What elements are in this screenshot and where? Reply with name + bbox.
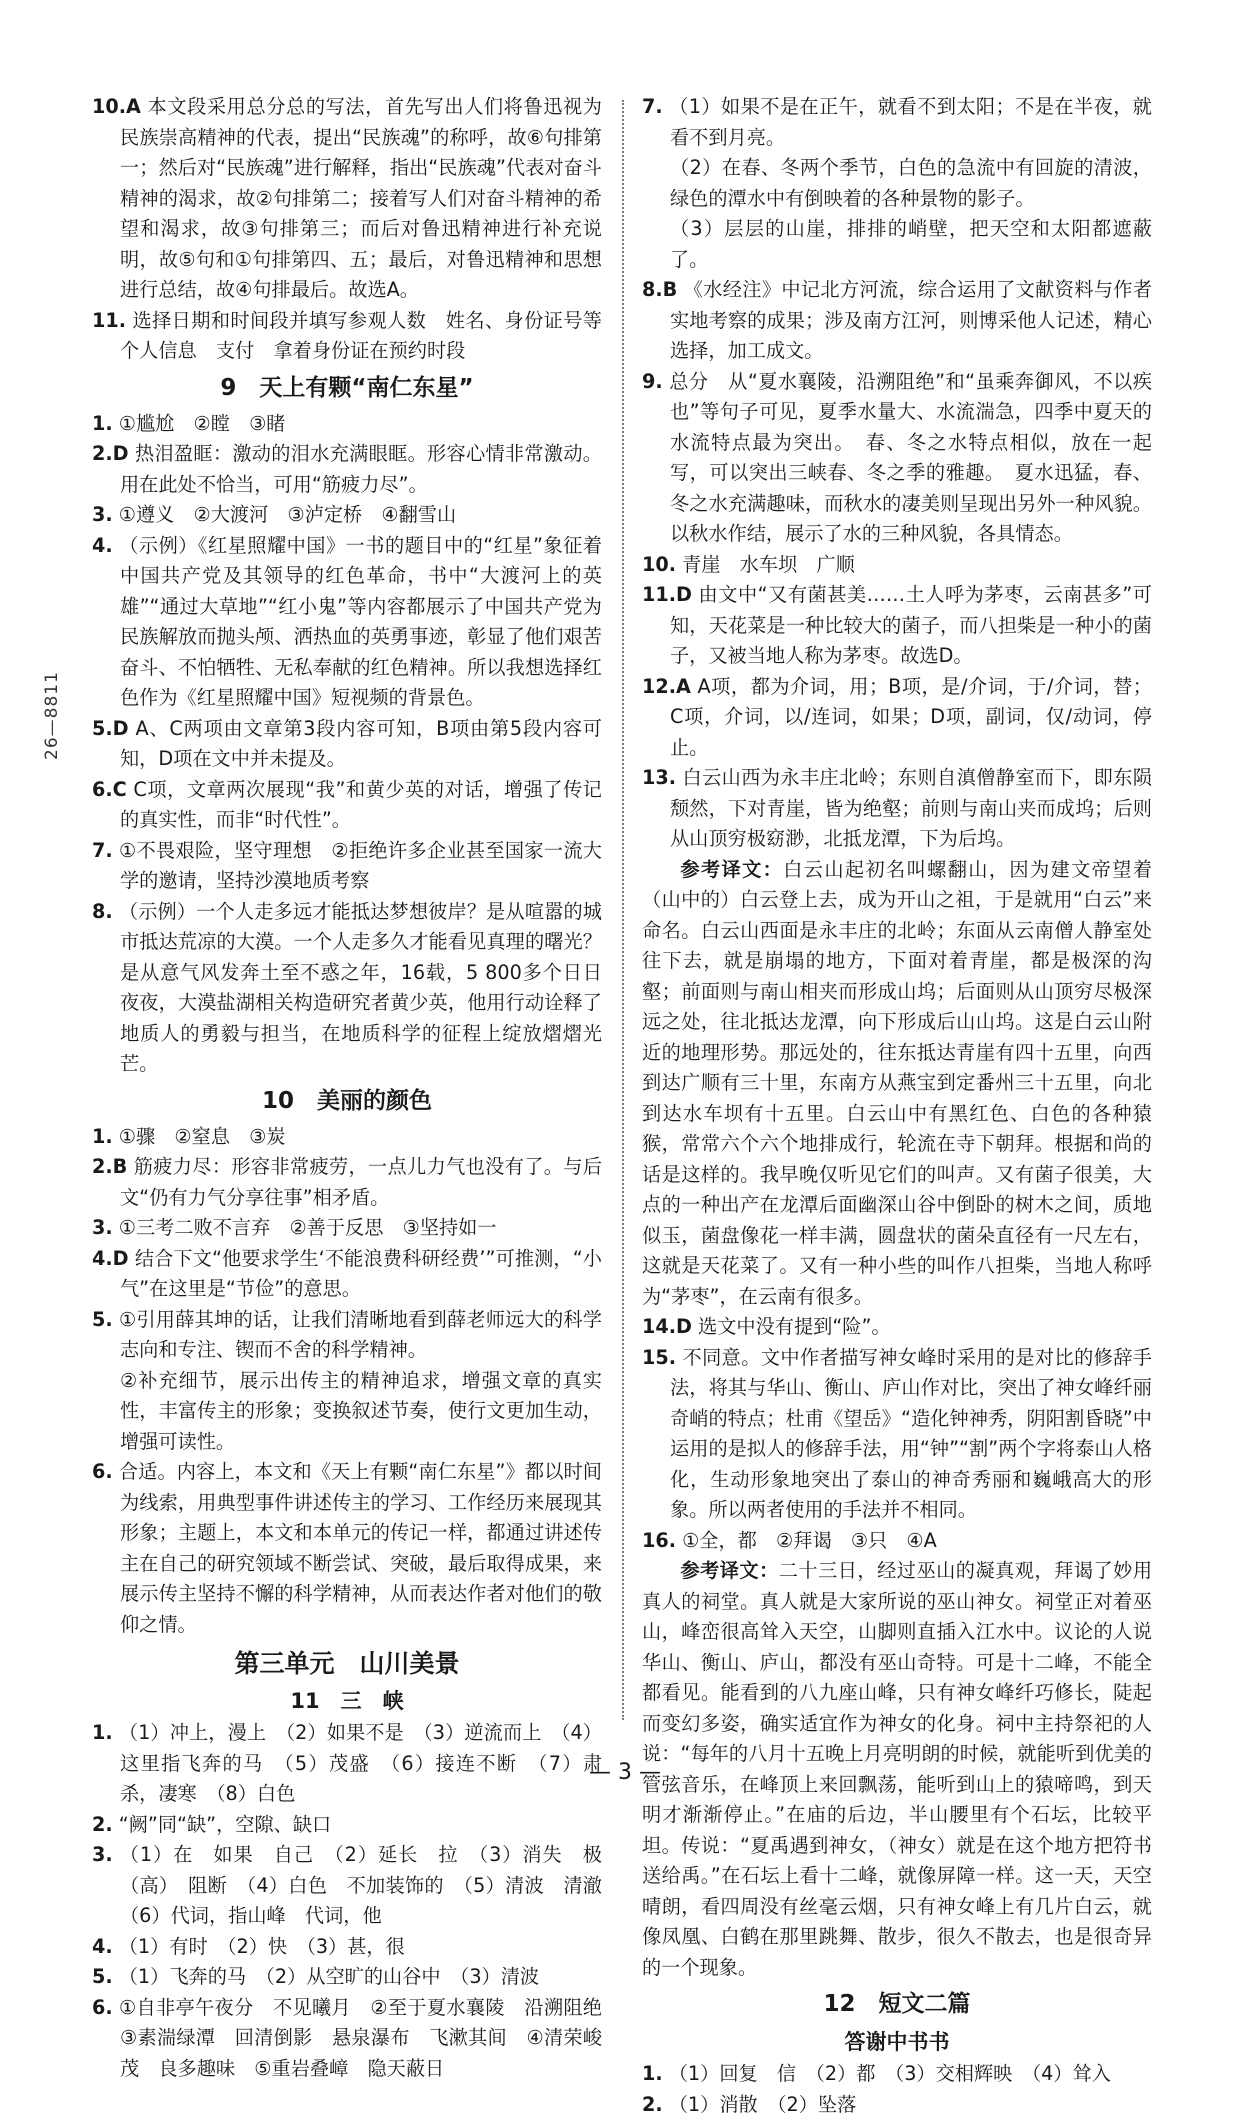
answer-item (642, 672, 1152, 764)
page-number: — 3 — (0, 1760, 1250, 1785)
answer-text: 合适。内容上，本文和《天上有颗“南仁东星”》都以时间为线索，用典型事件讲述传主的学习、工作经历来展现其形象；主题上，本文和本单元的传记一样，都通过讲述传主在自己的研究领域不断尝试、突破，最后取得成果，来展示传主坚持不懈的科学精神，从而表达作者对他们的敬仰之情。 (119, 1460, 602, 1636)
answer-subpart: （3）层层的山崖，排排的峭壁，把天空和太阳都遮蔽了。 (642, 214, 1152, 275)
answer-text: 由文中“又有菌甚美……土人呼为茅枣，云南甚多”可知，天花菜是一种比较大的菌子，而八担柴是一种小的菌子，又被当地人称为茅枣。故选D。 (670, 583, 1152, 667)
lesson-title: 9 天上有颗“南仁东星” (92, 369, 602, 407)
answer-number: 6. (92, 1996, 113, 2019)
answer-item (642, 2090, 1152, 2120)
answer-number: 4.D (92, 1247, 129, 1270)
answer-number: 9. (642, 370, 663, 393)
answer-number: 7. (92, 839, 113, 862)
answer-number: 3. (92, 1843, 113, 1866)
answer-text: （示例）《红星照耀中国》一书的题目中的“红星”象征着中国共产党及其领导的红色革命，书中“大渡河上的英雄”“通过大草地”“红小鬼”等内容都展示了中国共产党为民族解放而抛头颅、洒热血的英勇事迹，彰显了他们艰苦奋斗、不怕牺牲、无私奉献的红色精神。所以我想选择红色作为《红星照耀中国》短视频的背景色。 (119, 534, 602, 710)
answer-text: 白云山西为永丰庄北岭；东则自滇僧静室而下，即东陨颓然，下对青崖，皆为绝壑；前则与南山夹而成坞；后则从山顶穷极窈渺，北抵龙潭，下为后坞。 (670, 766, 1152, 850)
answer-text: （1）回复 信 （2）都 （3）交相辉映 （4）耸入 (669, 2062, 1111, 2085)
answer-number: 1. (92, 412, 113, 435)
answer-text: A项，都为介词，用；B项，是/介词，于/介词，替；C项，介词，以/连词，如果；D项，副词，仅/动词，停止。 (670, 675, 1152, 759)
section-subtitle: 11 三 峡 (92, 1684, 602, 1718)
answer-item (642, 1312, 1152, 1343)
answer-item (642, 2059, 1152, 2090)
answer-number: 11. (92, 309, 126, 332)
answer-number: 7. (642, 95, 663, 118)
answer-item (92, 775, 602, 836)
answer-text: ①引用薛其坤的话，让我们清晰地看到薛老师远大的科学志向和专注、锲而不舍的科学精神。 (119, 1308, 602, 1362)
answer-text: 《水经注》中记北方河流，综合运用了文献资料与作者实地考察的成果；涉及南方江河，则博采他人记述，精心选择，加工成文。 (670, 278, 1152, 362)
answer-text: （1）冲上，漫上 （2）如果不是 （3）逆流而上 （4）这里指飞奔的马 （5）茂盛 （6）接连不断 （7）肃杀，凄寒 （8）白色 (119, 1721, 602, 1805)
answer-text: 本文段采用总分总的写法，首先写出人们将鲁迅视为民族崇高精神的代表，提出“民族魂”的称呼，故⑥句排第一；然后对“民族魂”进行解释，指出“民族魂”代表对奋斗精神的渴求，故②句排第二；接着写人们对奋斗精神的希望和渴求，故③句排第三；而后对鲁迅精神进行补充说明，故⑤句和①句排第四、五；最后，对鲁迅精神和思想进行总结，故④句排最后。故选A。 (120, 95, 602, 301)
answer-number: 1. (92, 1125, 113, 1148)
answer-number: 8. (92, 900, 113, 923)
answer-item (92, 1993, 602, 2085)
translation-text: 白云山起初名叫螺翻山，因为建文帝望着（山中的）白云登上去，成为开山之祖，于是就用“白云”来命名。白云山西面是永丰庄的北岭；东面从云南僧人静室处往下去，就是崩塌的地方，下面对着青崖，都是极深的沟壑；前面则与南山相夹而形成山坞；后面则从山顶穷尽极深远之处，往北抵达龙潭，向下形成后山山坞。这是白云山附近的地理形势。那远处的，往东抵达青崖有四十五里，向西到达广顺有三十里，东南方从燕宝到定番州三十五里，向北到达水车坝有十五里。白云山中有黑红色、白色的各种猿猴，常常六个六个地排成行，轮流在寺下朝拜。根据和尚的话是这样的。我早晚仅听见它们的叫声。又有菌子很美，大点的一种出产在龙潭后面幽深山谷中倒卧的树木之间，质地似玉，菌盘像花一样丰满，圆盘状的菌朵直径有一尺左右，这就是天花菜了。又有一种小些的叫作八担柴，当地人称呼为“茅枣”，在云南有很多。 (642, 858, 1152, 1308)
answer-number: 12.A (642, 675, 691, 698)
answer-item (92, 531, 602, 714)
translation-text: 二十三日，经过巫山的凝真观，拜谒了妙用真人的祠堂。真人就是大家所说的巫山神女。祠堂正对着巫山，峰峦很高耸入天空，山脚则直插入江水中。议论的人说华山、衡山、庐山，都没有巫山奇特。可是十二峰，不能全都看见。能看到的八九座山峰，只有神女峰纤巧修长，陡起而变幻多姿，确实适宜作为神女的化身。祠中主持祭祀的人说：“每年的八月十五晚上月亮明朗的时候，就能听到优美的管弦音乐，在峰顶上来回飘荡，能听到山上的猿啼鸣，到天明才渐渐停止。”在庙的后边，半山腰里有个石坛，比较平坦。传说：“夏禹遇到神女，（神女）就是在这个地方把符书送给禹。”在石坛上看十二峰，就像屏障一样。这一天，天空晴朗，看四周没有丝毫云烟，只有神女峰上有几片白云，就像凤凰、白鹤在那里跳舞、散步，很久不散去，也是很奇异的一个现象。 (642, 1559, 1152, 1979)
answer-number: 6.C (92, 778, 127, 801)
answer-item (92, 439, 602, 500)
answer-number: 14.D (642, 1315, 692, 1338)
answer-number: 5. (92, 1308, 113, 1331)
answer-text: ①骤 ②窒息 ③炭 (119, 1125, 286, 1148)
answer-item (92, 1932, 602, 1963)
answer-item (92, 836, 602, 897)
answer-subpart: （2）在春、冬两个季节，白色的急流中有回旋的清波，绿色的潭水中有倒映着的各种景物的影子。 (642, 153, 1152, 214)
answer-item (92, 1810, 602, 1841)
answer-number: 2.D (92, 442, 129, 465)
answer-item (92, 500, 602, 531)
answer-number: 1. (92, 1721, 113, 1744)
answer-item (642, 1343, 1152, 1526)
answer-text: （1）飞奔的马 （2）从空旷的山谷中 （3）清波 (119, 1965, 539, 1988)
reference-translation (642, 855, 1152, 1313)
side-code: 26—8811 (42, 671, 62, 760)
answer-number: 15. (642, 1346, 676, 1369)
answer-text: （示例）一个人走多远才能抵达梦想彼岸？是从喧嚣的城市抵达荒凉的大漠。一个人走多久才能看见真理的曙光？是从意气风发奔土至不惑之年，16载，5 800多个日日夜夜，大漠盐湖相关构造研究者黄少英，他用行动诠释了地质人的勇毅与担当，在地质科学的征程上绽放熠熠光芒。 (119, 900, 602, 1076)
answer-number: 4. (92, 1935, 113, 1958)
section-subtitle: 答谢中书书 (642, 2025, 1152, 2059)
answer-item (92, 1305, 602, 1366)
answer-number: 3. (92, 1216, 113, 1239)
answer-text: （1）如果不是在正午，就看不到太阳；不是在半夜，就看不到月亮。 (669, 95, 1152, 149)
answer-number: 1. (642, 2062, 663, 2085)
answer-number: 10. (642, 553, 676, 576)
answer-text: 筋疲力尽：形容非常疲劳，一点儿力气也没有了。与后文“仍有力气分享往事”相矛盾。 (120, 1155, 602, 1209)
answer-subpart: ②补充细节，展示出传主的精神追求，增强文章的真实性，丰富传主的形象；变换叙述节奏，使行文更加生动，增强可读性。 (92, 1366, 602, 1458)
answer-item (642, 550, 1152, 581)
answer-number: 8.B (642, 278, 677, 301)
answer-text: （1）在 如果 自己 （2）延长 拉 （3）消失 极（高） 阻断 （4）白色 不加装饰的 （5）清波 清澈 （6）代词，指山峰 代词，他 (120, 1843, 622, 1927)
answer-text: “阙”同“缺”，空隙、缺口 (119, 1813, 331, 1836)
answer-text: ①全，都 ②拜谒 ③只 ④A (682, 1529, 937, 1552)
answer-text: ①遵义 ②大渡河 ③泸定桥 ④翻雪山 (119, 503, 456, 526)
answer-item (92, 714, 602, 775)
answer-item (642, 92, 1152, 153)
answer-item (642, 275, 1152, 367)
answer-text: ①尴尬 ②瞠 ③睹 (119, 412, 286, 435)
answer-item (642, 367, 1152, 550)
answer-item (92, 1122, 602, 1153)
answer-item (92, 897, 602, 1080)
left-column (92, 92, 602, 2084)
answer-item (92, 1840, 602, 1932)
answer-text: ①不畏艰险，坚守理想 ②拒绝许多企业甚至国家一流大学的邀请，坚持沙漠地质考察 (119, 839, 602, 893)
answer-item (92, 1213, 602, 1244)
answer-item (642, 763, 1152, 855)
lesson-title: 10 美丽的颜色 (92, 1082, 602, 1120)
answer-item (92, 1962, 602, 1993)
answer-text: 选择日期和时间段并填写参观人数 姓名、身份证号等个人信息 支付 拿着身份证在预约时段 (120, 309, 602, 363)
answer-text: 总分 从“夏水襄陵，沿溯阻绝”和“虽乘奔御风，不以疾也”等句子可见，夏季水量大、水流湍急，四季中夏天的水流特点最为突出。 春、冬之水特点相似，放在一起写，可以突出三峡春、冬之季的雅趣。 夏水迅猛，春、冬之水充满趣味，而秋水的凄美则呈现出另外一种风貌。以秋水作结，展示了水的三种风貌，各具情态。 (669, 370, 1152, 546)
answer-item (92, 306, 602, 367)
answer-item (92, 1457, 602, 1640)
answer-item (642, 580, 1152, 672)
column-divider (622, 100, 624, 1720)
answer-number: 10.A (92, 95, 141, 118)
answer-number: 16. (642, 1529, 676, 1552)
answer-text: 青崖 水车坝 广顺 (682, 553, 855, 576)
answer-number: 13. (642, 766, 676, 789)
answer-text: （1）消散 （2）坠落 (669, 2093, 857, 2116)
answer-number: 2. (642, 2093, 663, 2116)
answer-text: ①自非亭午夜分 不见曦月 ②至于夏水襄陵 沿溯阻绝 ③素湍绿潭 回清倒影 悬泉瀑布 飞漱其间 ④清荣峻茂 良多趣味 ⑤重岩叠嶂 隐天蔽日 (119, 1996, 621, 2080)
answer-item (92, 409, 602, 440)
answer-text: （1）有时 （2）快 （3）甚，很 (119, 1935, 405, 1958)
answer-number: 4. (92, 534, 113, 557)
answer-text: 不同意。文中作者描写神女峰时采用的是对比的修辞手法，将其与华山、衡山、庐山作对比，突出了神女峰纤丽奇峭的特点；杜甫《望岳》“造化钟神秀，阴阳割昏晓”中运用的是拟人的修辞手法，用“钟”“割”两个字将泰山人格化，生动形象地突出了泰山的神奇秀丽和巍峨高大的形象。所以两者使用的手法并不相同。 (670, 1346, 1152, 1522)
answer-number: 6. (92, 1460, 113, 1483)
unit-title: 第三单元 山川美景 (92, 1644, 602, 1684)
answer-text: 选文中没有提到“险”。 (698, 1315, 891, 1338)
answer-item (92, 92, 602, 306)
answer-item (92, 1152, 602, 1213)
translation-label: 参考译文： (680, 1559, 778, 1582)
answer-number: 2.B (92, 1155, 127, 1178)
answer-item (92, 1244, 602, 1305)
answer-number: 5. (92, 1965, 113, 1988)
answer-number: 11.D (642, 583, 692, 606)
answer-text: ①三考二败不言弃 ②善于反思 ③坚持如一 (119, 1216, 497, 1239)
answer-item (642, 1526, 1152, 1557)
answer-text: 结合下文“他要求学生‘不能浪费科研经费’”可推测，“小气”在这里是“节俭”的意思。 (120, 1247, 602, 1301)
lesson-title: 12 短文二篇 (642, 1985, 1152, 2023)
answer-number: 2. (92, 1813, 113, 1836)
answer-number: 3. (92, 503, 113, 526)
answer-number: 5.D (92, 717, 129, 740)
answer-text: 热泪盈眶：激动的泪水充满眼眶。形容心情非常激动。用在此处不恰当，可用“筋疲力尽”。 (120, 442, 602, 496)
translation-label: 参考译文： (680, 858, 783, 881)
right-column (642, 92, 1152, 2120)
answer-text: C项，文章两次展现“我”和黄少英的对话，增强了传记的真实性，而非“时代性”。 (120, 778, 602, 832)
answer-text: A、C两项由文章第3段内容可知，B项由第5段内容可知，D项在文中并未提及。 (120, 717, 602, 771)
